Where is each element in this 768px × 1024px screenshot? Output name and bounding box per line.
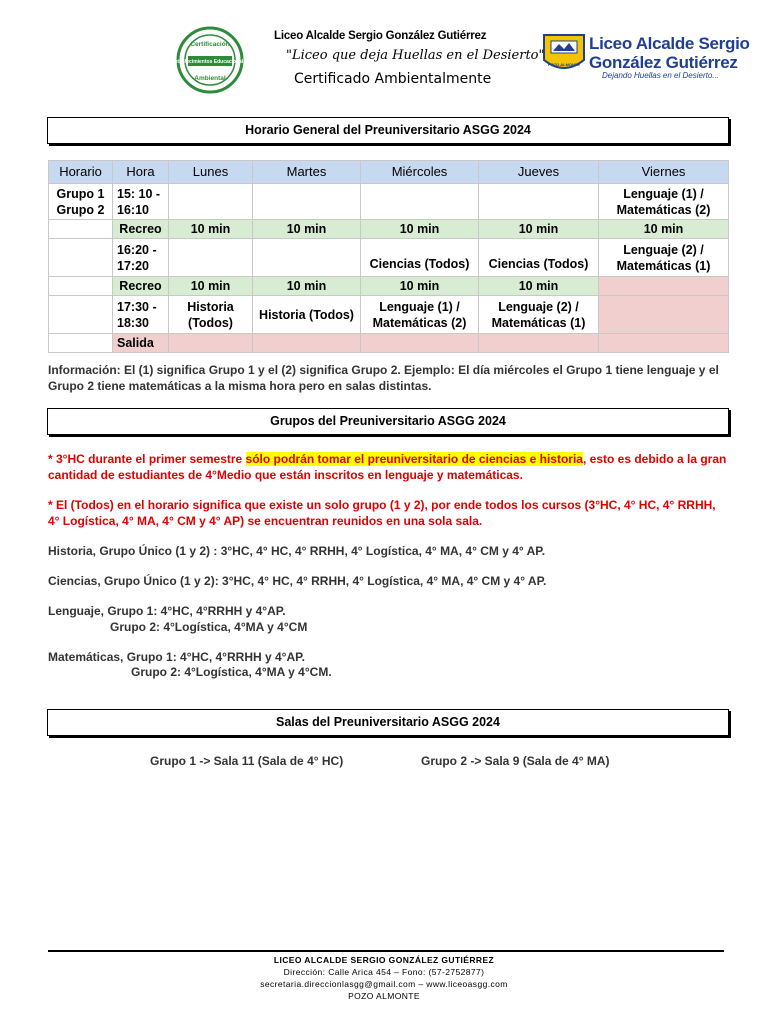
recreo-cell: 10 min bbox=[253, 277, 361, 296]
schedule-info-note: Información: El (1) significa Grupo 1 y el (2) significa Grupo 2. Ejemplo: El día miércoles el Grupo 1 tiene lenguaje y el Grupo 2 tiene matemáticas a la misma hora pero en salas distintas. bbox=[48, 363, 719, 393]
col-hora: Hora bbox=[113, 161, 169, 184]
lenguaje-group1: Lenguaje, Grupo 1: 4°HC, 4°RRHH y 4°AP. bbox=[48, 604, 286, 618]
rooms-title-box bbox=[47, 709, 729, 736]
recreo-cell: 10 min bbox=[361, 277, 479, 296]
recreo-cell: 10 min bbox=[599, 220, 729, 239]
class-cell: Lenguaje (1) / Matemáticas (2) bbox=[361, 296, 479, 334]
table-row-salida bbox=[49, 334, 729, 353]
recreo-cell: 10 min bbox=[479, 277, 599, 296]
class-cell: Lenguaje (2) / Matemáticas (1) bbox=[599, 239, 729, 277]
matematicas-group1: Matemáticas, Grupo 1: 4°HC, 4°RRHH y 4°AP. bbox=[48, 650, 305, 664]
room-group1: Grupo 1 -> Sala 11 (Sala de 4° HC) bbox=[150, 754, 344, 768]
table-row bbox=[49, 184, 729, 220]
class-cell: Historia (Todos) bbox=[169, 296, 253, 334]
col-jueves: Jueves bbox=[479, 161, 599, 184]
matematicas-group2: Grupo 2: 4°Logística, 4°MA y 4°CM. bbox=[131, 665, 332, 679]
seal-top-text: Certificación bbox=[190, 41, 230, 48]
rooms-title: Salas del Preuniversitario ASGG 2024 bbox=[276, 715, 500, 729]
school-emblem-icon bbox=[541, 32, 587, 76]
group2-label: Grupo 2 bbox=[56, 202, 105, 217]
footer-city: POZO ALMONTE bbox=[348, 991, 420, 1001]
footer-divider bbox=[48, 950, 724, 952]
time-cell: 17:30 - 18:30 bbox=[113, 296, 169, 334]
class-cell: Lenguaje (1) / Matemáticas (2) bbox=[599, 184, 729, 220]
semester-note-highlight: sólo podrán tomar el preuniversitario de ciencias e historia bbox=[245, 452, 583, 466]
schedule-table bbox=[48, 160, 729, 353]
recreo-cell: 10 min bbox=[169, 277, 253, 296]
table-row-recreo bbox=[49, 220, 729, 239]
recreo-cell: 10 min bbox=[361, 220, 479, 239]
ciencias-groups: Ciencias, Grupo Único (1 y 2): 3°HC, 4° HC, 4° RRHH, 4° Logística, 4° MA, 4° CM y 4° AP. bbox=[48, 574, 547, 588]
recreo-label: Recreo bbox=[113, 220, 169, 239]
group-label-cell bbox=[49, 184, 113, 220]
recreo-cell: 10 min bbox=[253, 220, 361, 239]
recreo-label: Recreo bbox=[113, 277, 169, 296]
class-cell: Lenguaje (2) / Matemáticas (1) bbox=[479, 296, 599, 334]
time-cell: 16:20 - 17:20 bbox=[113, 239, 169, 277]
certification-text: Certificado Ambientalmente bbox=[294, 71, 492, 87]
seal-bottom-text: Ambiental bbox=[194, 75, 226, 82]
col-miercoles: Miércoles bbox=[361, 161, 479, 184]
emblem-text: POZO ALMONTE bbox=[547, 62, 581, 67]
class-cell: Historia (Todos) bbox=[253, 296, 361, 334]
schedule-title: Horario General del Preuniversitario ASGG 2024 bbox=[245, 123, 531, 137]
time-cell: 15: 10 - 16:10 bbox=[113, 184, 169, 220]
col-horario: Horario bbox=[49, 161, 113, 184]
group1-label: Grupo 1 bbox=[56, 186, 105, 201]
table-row-recreo bbox=[49, 277, 729, 296]
school-slogan: "Liceo que deja Huellas en el Desierto" bbox=[286, 48, 545, 63]
seal-middle-text: Establecimientos Educacionales bbox=[171, 59, 249, 65]
logo-tagline: Dejando Huellas en el Desierto... bbox=[602, 71, 719, 80]
groups-title-box bbox=[47, 408, 729, 435]
logo-name-line1: Liceo Alcalde Sergio bbox=[589, 34, 750, 53]
col-martes: Martes bbox=[253, 161, 361, 184]
schedule-title-box bbox=[47, 117, 729, 144]
semester-note-start: * 3°HC durante el primer semestre bbox=[48, 452, 246, 466]
logo-name-line2: González Gutiérrez bbox=[589, 53, 738, 72]
semester-note bbox=[48, 451, 728, 483]
footer-address: Dirección: Calle Arica 454 – Fono: (57-2752877) bbox=[283, 967, 485, 977]
salida-label: Salida bbox=[113, 334, 169, 353]
todos-note: * El (Todos) en el horario significa que existe un solo grupo (1 y 2), por ende todos los cursos (3°HC, 4° HC, 4° RRHH, 4° Logística, 4° MA, 4° CM y 4° AP) se encuentran reunidos en una sola sala. bbox=[48, 498, 716, 528]
historia-groups: Historia, Grupo Único (1 y 2) : 3°HC, 4° HC, 4° RRHH, 4° Logística, 4° MA, 4° CM y 4° AP. bbox=[48, 544, 546, 558]
semester-note-end: , esto es debido a la gran cantidad de estudiantes de 4°Medio que están inscritos en lenguaje y matemáticas. bbox=[48, 452, 727, 482]
class-cell: Ciencias (Todos) bbox=[479, 239, 599, 277]
col-viernes: Viernes bbox=[599, 161, 729, 184]
recreo-cell: 10 min bbox=[169, 220, 253, 239]
environmental-certification-seal bbox=[171, 26, 249, 94]
class-cell: Ciencias (Todos) bbox=[361, 239, 479, 277]
lenguaje-group2: Grupo 2: 4°Logística, 4°MA y 4°CM bbox=[110, 620, 308, 634]
room-group2: Grupo 2 -> Sala 9 (Sala de 4° MA) bbox=[421, 754, 610, 768]
table-header-row bbox=[49, 161, 729, 184]
recreo-cell: 10 min bbox=[479, 220, 599, 239]
footer-contact: secretaria.direccionlasgg@gmail.com – www.liceoasgg.com bbox=[260, 979, 508, 989]
school-name: Liceo Alcalde Sergio González Gutiérrez bbox=[274, 30, 487, 42]
groups-title: Grupos del Preuniversitario ASGG 2024 bbox=[270, 414, 506, 428]
table-row bbox=[49, 239, 729, 277]
table-row bbox=[49, 296, 729, 334]
footer-school-name: LICEO ALCALDE SERGIO GONZÁLEZ GUTIÉRREZ bbox=[273, 955, 495, 965]
col-lunes: Lunes bbox=[169, 161, 253, 184]
